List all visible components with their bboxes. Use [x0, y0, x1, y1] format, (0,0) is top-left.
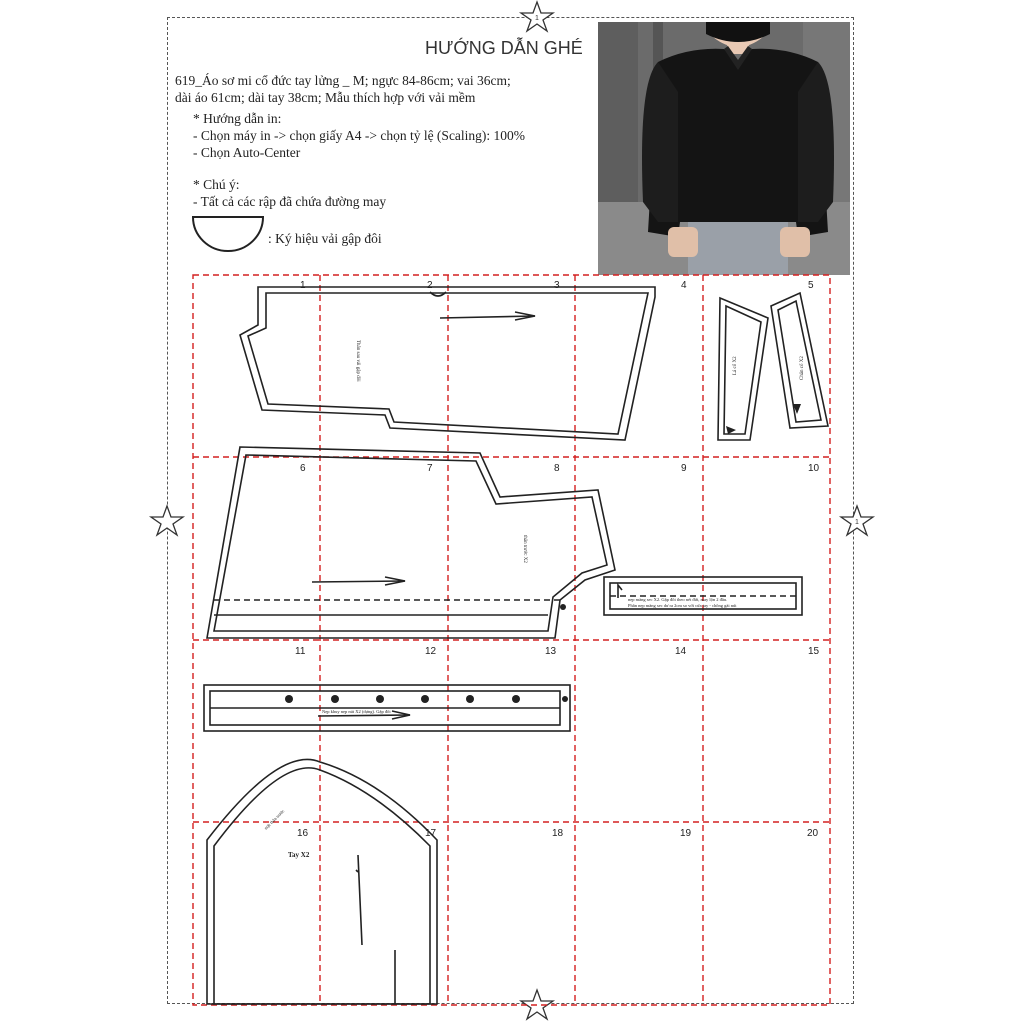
collar-label: Chân cổ X2	[800, 356, 805, 380]
button-mark	[560, 604, 566, 610]
print-guide-step2: - Chọn Auto-Center	[193, 145, 301, 160]
cell-number-3: 3	[554, 280, 560, 291]
cell-number-13: 13	[545, 646, 557, 657]
print-guide-step1: - Chọn máy in -> chọn giấy A4 -> chọn tỷ lệ (Scaling): 100%	[193, 128, 526, 143]
pattern-description-line2: dài áo 61cm; dài tay 38cm; Mẫu thích hợp với vải mềm	[175, 90, 476, 105]
cell-number-7: 7	[427, 463, 433, 474]
cell-number-5: 5	[808, 280, 814, 291]
cell-number-14: 14	[675, 646, 687, 657]
placket-buttonholes	[285, 695, 568, 703]
cell-number-19: 19	[680, 828, 692, 839]
cuff-label-line2: Phần nẹp măng sec dư ra 2cm so với cửa tay - chồng gài nút	[628, 603, 737, 608]
collar-stand-label: Lá cổ X2	[733, 356, 738, 375]
cell-number-12: 12	[425, 646, 437, 657]
cell-number-1: 1	[300, 280, 306, 291]
back-piece-label: Thân sau vải gập đôi	[355, 340, 360, 382]
collar-stand-piece	[718, 298, 768, 440]
fold-legend-label: : Ký hiệu vải gập đôi	[268, 231, 382, 246]
cell-number-4: 4	[681, 280, 687, 291]
cuff-label-line1: nẹp măng sec X2. Gập đôi theo nét đứt, may lộn 2 đầu.	[628, 597, 728, 602]
front-piece-label: thân trước X2	[522, 535, 527, 563]
cell-number-2: 2	[427, 280, 433, 291]
sleeve-label: Tay X2	[288, 851, 310, 859]
placket-label: Nẹp khuy nẹp nút X2 (dựng). Gập đôi	[322, 709, 391, 714]
svg-text:1: 1	[535, 15, 539, 22]
cuff-piece	[604, 577, 802, 615]
cell-number-17: 17	[425, 828, 437, 839]
cell-number-6: 6	[300, 463, 306, 474]
cell-number-16: 16	[297, 828, 309, 839]
sleeve-front-mark-label: mặt thân trước	[263, 808, 286, 831]
page-title: HƯỚNG DẪN GHÉ	[425, 38, 583, 58]
placket-piece	[204, 685, 570, 731]
cell-number-11: 11	[295, 646, 306, 657]
cell-number-15: 15	[808, 646, 820, 657]
svg-text:1: 1	[855, 519, 859, 526]
cell-number-8: 8	[554, 463, 560, 474]
cell-number-9: 9	[681, 463, 687, 474]
grain-arrow-icon	[726, 426, 736, 434]
page-tiles	[193, 275, 830, 1005]
front-piece	[207, 447, 615, 638]
pattern-description-line1: 619_Áo sơ mi cổ đức tay lửng _ M; ngực 84-86cm; vai 36cm;	[175, 73, 511, 88]
cell-number-18: 18	[552, 828, 564, 839]
note-heading: * Chú ý:	[193, 177, 240, 192]
cell-number-20: 20	[807, 828, 819, 839]
sleeve-piece	[207, 759, 437, 1004]
cell-number-10: 10	[808, 463, 820, 474]
print-guide-heading: * Hướng dẫn in:	[193, 111, 282, 126]
note-text: - Tất cả các rập đã chứa đường may	[193, 194, 387, 209]
